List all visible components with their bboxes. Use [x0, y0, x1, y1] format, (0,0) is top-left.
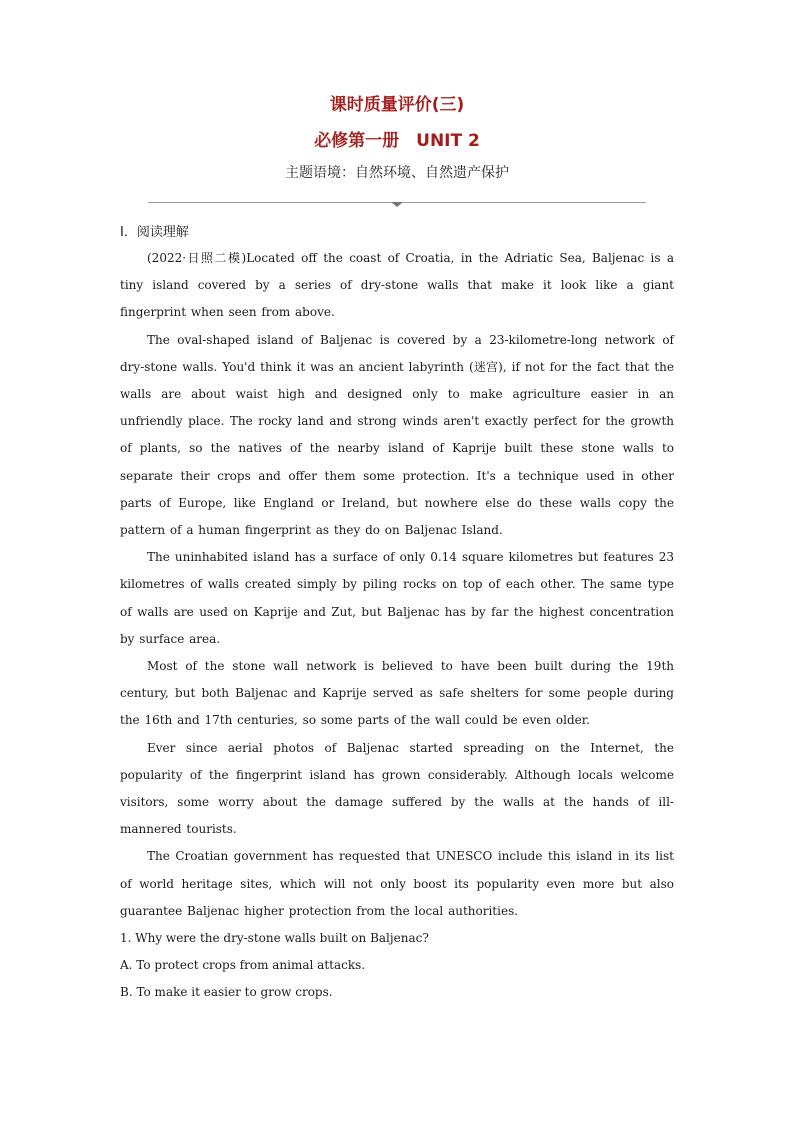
divider-triangle-icon — [391, 202, 403, 207]
section-heading: Ⅰ．阅读理解 — [120, 225, 189, 240]
document-header — [0, 94, 794, 182]
passage-paragraph: Most of the stone wall network is believed to have been built during the 19th century, but both Baljenac and Kaprije served as safe shelters for some people during the 16th and 17th centuries, so some parts of the wall could be even older. — [120, 659, 674, 728]
question-option-b: B. To make it easier to grow crops. — [120, 985, 333, 1000]
theme-context: 主题语境：自然环境、自然遗产保护 — [285, 165, 509, 181]
question-option-a: A. To protect crops from animal attacks. — [120, 958, 366, 973]
page-subtitle: 必修第一册 UNIT 2 — [314, 131, 480, 151]
page-title: 课时质量评价(三) — [329, 95, 465, 115]
passage-paragraph: (2022·日照二模)Located off the coast of Croatia, in the Adriatic Sea, Baljenac is a tiny island covered by a series of dry-stone walls that make it look like a giant fingerprint when seen from above. — [120, 251, 674, 320]
passage-paragraph: The Croatian government has requested that UNESCO include this island in its list of world heritage sites, which will not only boost its popularity even more but also guarantee Baljenac higher protection from the local authorities. — [120, 849, 674, 918]
passage-paragraph: The oval-shaped island of Baljenac is covered by a 23-kilometre-long network of dry-stone walls. You'd think it was an ancient labyrinth (迷宫), if not for the fact that the walls are about waist high and designed only to make agriculture easier in an unfriendly place. The rocky land and strong winds aren't exactly perfect for the growth of plants, so the natives of the nearby island of Kaprije built these stone walls to separate their crops and offer them some protection. It's a technique used in other parts of Europe, like England or Ireland, but nowhere else do these walls copy the pattern of a human fingerprint as they do on Baljenac Island. — [120, 332, 674, 538]
question-stem: 1. Why were the dry-stone walls built on Baljenac? — [120, 931, 429, 946]
passage-paragraph: The uninhabited island has a surface of only 0.14 square kilometres but features 23 kilometres of walls created simply by piling rocks on top of each other. The same type of walls are used on Kaprije and Zut, but Baljenac has by far the highest concentration by surface area. — [120, 550, 674, 646]
passage-paragraph: Ever since aerial photos of Baljenac started spreading on the Internet, the popularity of the fingerprint island has grown considerably. Although locals welcome visitors, some worry about the damage suffered by the walls at the hands of ill-mannered tourists. — [120, 740, 674, 837]
document-body — [120, 221, 674, 1007]
